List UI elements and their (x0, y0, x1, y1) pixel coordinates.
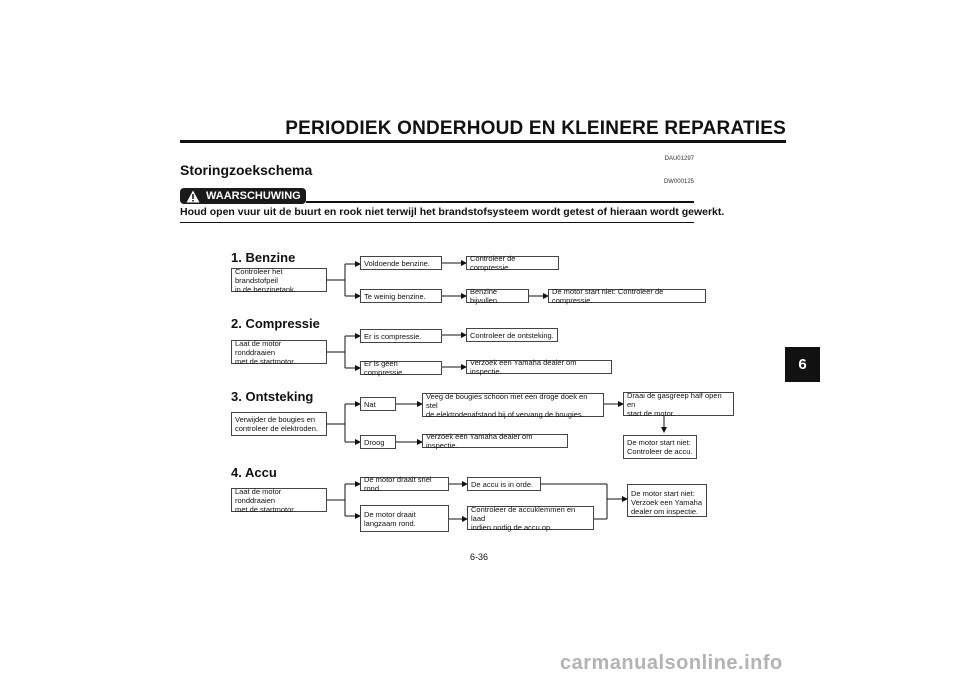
step-wet: Nat (360, 397, 396, 411)
warning-text: Houd open vuur uit de buurt en rook niet terwijl het brandstofsysteem wordt getest of hieraan wordt gewerkt. (180, 206, 725, 218)
step-crank-engine-battery: Laat de motor ronddraaien met de startmotor. (231, 488, 327, 512)
step-no-start-check-compression: De motor start niet: Controleer de compressie. (548, 289, 706, 303)
watermark: carmanualsonline.info (560, 652, 783, 674)
step-check-ignition: Controleer de ontsteking. (466, 328, 558, 342)
step-crank-engine: Laat de motor ronddraaien met de startmotor. (231, 340, 327, 364)
step-check-compression: Controleer de compressie. (466, 256, 559, 270)
group-title-accu: 4. Accu (231, 465, 277, 480)
chapter-tab: 6 (785, 347, 820, 382)
group-title-compressie: 2. Compressie (231, 316, 320, 331)
step-dry: Droog (360, 435, 396, 449)
step-half-throttle-start: Draai de gasgreep half open en start de motor. (623, 392, 734, 416)
step-check-battery-terminals: Controleer de accuklemmen en laad indien nodig de accu op. (467, 506, 594, 530)
step-too-little-fuel: Te weinig benzine. (360, 289, 442, 303)
step-check-fuel-level: Controleer het brandstofpeil in de benzinetank. (231, 268, 327, 292)
doc-code-dau: DAU01297 (664, 156, 694, 162)
step-remove-spark-plugs: Verwijder de bougies en controleer de elektroden. (231, 412, 327, 436)
step-engine-turns-fast: De motor draait snel rond. (360, 477, 449, 491)
step-dealer-inspection-compression: Verzoek een Yamaha dealer om inspectie. (466, 360, 612, 374)
step-has-compression: Er is compressie. (360, 329, 442, 343)
step-dealer-inspection-ignition: Verzoek een Yamaha dealer om inspectie. (422, 434, 568, 448)
step-enough-fuel: Voldoende benzine. (360, 256, 442, 270)
step-no-start-check-battery: De motor start niet: Controleer de accu. (623, 435, 697, 459)
step-no-start-dealer-inspection: De motor start niet: Verzoek een Yamaha dealer om inspectie. (627, 484, 707, 517)
step-engine-turns-slow: De motor draait langzaam rond. (360, 505, 449, 532)
page-number: 6-36 (470, 552, 489, 562)
group-title-benzine: 1. Benzine (231, 250, 296, 265)
step-no-compression: Er is geen compressie. (360, 361, 442, 375)
step-battery-ok: De accu is in orde. (467, 477, 541, 491)
doc-code-dw: DW000125 (663, 179, 694, 185)
group-title-ontsteking: 3. Ontsteking (231, 389, 314, 404)
section-title: Storingzoekschema (180, 162, 313, 178)
page-header-title: PERIODIEK ONDERHOUD EN KLEINERE REPARATIES (285, 118, 786, 139)
step-refuel: Benzine bijvullen. (466, 289, 529, 303)
step-clean-spark-plugs: Veeg de bougies schoon met een droge doek en stel de elektrodenafstand bij of vervang de bougies. (422, 393, 604, 417)
warning-badge-label: WAARSCHUWING (206, 190, 301, 202)
